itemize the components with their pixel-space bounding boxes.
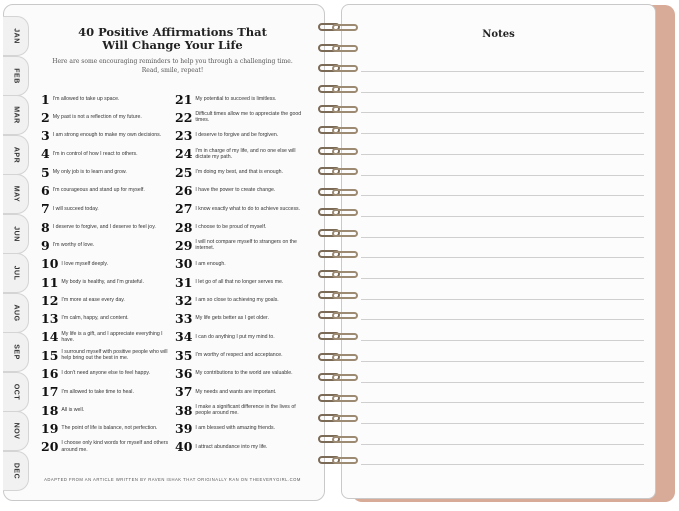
affirmation-number: 1 — [41, 91, 50, 107]
page-subtitle — [40, 57, 305, 75]
affirmation-item — [41, 236, 173, 254]
affirmation-item — [175, 163, 307, 181]
affirmation-item — [41, 218, 173, 236]
coil-ring — [332, 354, 358, 361]
month-tab-label: MAR — [12, 106, 19, 124]
affirmation-text: I surround myself with positive people who will help bring out the best in me. — [61, 348, 168, 362]
affirmation-text: My only job is to learn and grow. — [52, 169, 127, 176]
affirmation-text: I'm allowed to take up space. — [52, 95, 120, 102]
affirmation-number: 23 — [175, 128, 193, 144]
affirmation-number: 8 — [41, 219, 50, 235]
coil-ring — [332, 65, 358, 72]
note-line — [361, 257, 644, 258]
month-tab-label: OCT — [12, 383, 19, 400]
affirmation-text: My past is not a reflection of my future. — [52, 114, 142, 121]
affirmation-text: I know exactly what to do to achieve success. — [195, 205, 301, 212]
affirmation-item — [41, 419, 173, 437]
affirmation-number: 20 — [41, 439, 59, 455]
affirmation-text: I don't need anyone else to feel happy. — [61, 370, 150, 377]
affirmation-text: I make a significant difference in the lives of people around me. — [195, 403, 296, 417]
month-tab-label: NOV — [12, 422, 19, 440]
affirmation-text: I'm allowed to take time to heal. — [61, 388, 134, 395]
affirmation-item — [175, 383, 307, 401]
affirmation-number: 14 — [41, 329, 59, 345]
affirmation-number: 16 — [41, 366, 59, 381]
affirmation-text: I am enough. — [195, 260, 226, 267]
affirmation-number: 30 — [175, 256, 193, 272]
spiral-coil — [318, 394, 360, 403]
affirmation-item — [175, 438, 307, 456]
coil-ring — [332, 168, 358, 175]
affirmation-item — [41, 145, 173, 163]
spiral-coil — [318, 435, 360, 444]
affirmation-item — [175, 328, 307, 346]
affirmation-text: I'm worthy of love. — [52, 242, 95, 249]
affirmation-item — [175, 236, 307, 254]
subtitle-line-1: Here are some encouraging reminders to help you through a challenging time. — [52, 58, 293, 65]
month-tab-label: JUN — [12, 225, 19, 242]
month-tab-label: FEB — [12, 67, 19, 84]
affirmation-item — [175, 255, 307, 273]
source-footer: ADAPTED FROM AN ARTICLE WRITTEN BY RAVEN ISHAK THAT ORIGINALLY RAN ON THEEVERYGIRL.COM — [44, 477, 301, 482]
coil-ring — [332, 230, 358, 237]
affirmation-text: My needs and wants are important. — [195, 388, 277, 395]
affirmation-text: I deserve to forgive, and I deserve to feel joy. — [52, 223, 156, 230]
spiral-coil — [318, 291, 360, 300]
affirmation-number: 17 — [41, 384, 59, 400]
coil-ring — [332, 292, 358, 299]
affirmation-item — [41, 383, 173, 401]
affirmation-text: I'm worthy of respect and acceptance. — [195, 352, 283, 359]
affirmation-item — [41, 365, 173, 383]
month-tab-aug[interactable] — [3, 293, 29, 333]
affirmation-number: 28 — [175, 219, 193, 235]
affirmation-item — [41, 255, 173, 273]
spiral-coil — [318, 23, 360, 32]
spiral-coil — [318, 147, 360, 156]
affirmation-text: I will not compare myself to strangers on the internet. — [195, 239, 297, 252]
affirmation-number: 11 — [41, 274, 59, 290]
affirmation-text: I let go of all that no longer serves me. — [195, 278, 284, 285]
note-line — [361, 361, 644, 362]
note-line — [361, 237, 644, 238]
month-tab-label: DEC — [12, 462, 19, 479]
affirmation-item — [175, 419, 307, 437]
note-line — [361, 402, 644, 403]
coil-ring — [332, 209, 358, 216]
spiral-coil — [318, 250, 360, 259]
spiral-coil — [318, 105, 360, 114]
affirmation-text: I'm more at ease every day. — [61, 297, 125, 304]
affirmation-item — [41, 163, 173, 181]
affirmation-number: 4 — [41, 146, 50, 162]
affirmation-item — [41, 200, 173, 218]
affirmation-number: 13 — [41, 311, 59, 327]
affirmation-text: I choose only kind words for myself and others around me. — [61, 440, 169, 453]
affirmation-text: I'm in control of how I react to others. — [52, 150, 138, 157]
affirmation-number: 36 — [175, 366, 193, 381]
affirmation-number: 15 — [41, 347, 59, 363]
spiral-coil — [318, 64, 360, 73]
affirmation-text: I will succeed today. — [52, 205, 99, 212]
spiral-coil — [318, 332, 360, 341]
note-line — [361, 319, 644, 320]
note-line — [361, 216, 644, 217]
note-line — [361, 278, 644, 279]
spiral-coil — [318, 373, 360, 382]
month-tab-label: SEP — [12, 344, 19, 360]
affirmation-number: 6 — [41, 183, 50, 198]
affirmation-text: I love myself deeply. — [61, 260, 109, 267]
affirmation-text: My contributions to the world are valuable. — [195, 370, 293, 377]
spiral-coil — [318, 167, 360, 176]
month-tab-jan[interactable] — [3, 16, 29, 56]
month-tab-label: AUG — [12, 303, 19, 322]
spiral-coil — [318, 353, 360, 362]
affirmation-item — [175, 273, 307, 291]
affirmation-number: 34 — [175, 329, 193, 345]
affirmation-item — [175, 310, 307, 328]
affirmation-number: 22 — [175, 109, 193, 125]
affirmation-item — [41, 90, 173, 108]
spiral-coil — [318, 270, 360, 279]
note-line — [361, 112, 644, 113]
affirmation-item — [175, 346, 307, 364]
affirmation-text: I am strong enough to make my own decisions. — [52, 132, 162, 139]
affirmation-number: 5 — [41, 164, 50, 180]
affirmation-text: I am blessed with amazing friends. — [195, 425, 275, 432]
coil-ring — [332, 395, 358, 402]
coil-ring — [332, 86, 358, 93]
spiral-coil — [318, 126, 360, 135]
affirmation-text: I attract abundance into my life. — [195, 443, 268, 450]
notes-title: Notes — [482, 29, 515, 40]
month-tab-dec[interactable] — [3, 451, 29, 491]
spiral-coil — [318, 229, 360, 238]
affirmation-item — [175, 291, 307, 309]
affirmation-text: I'm in charge of my life, and no one else will dictate my path. — [195, 147, 296, 160]
affirmation-item — [175, 200, 307, 218]
affirmation-text: The point of life is balance, not perfection. — [61, 425, 158, 432]
affirmation-number: 27 — [175, 201, 193, 217]
affirmation-text: I have the power to create change. — [195, 187, 276, 194]
coil-ring — [332, 333, 358, 340]
month-tab-label: MAY — [12, 185, 19, 203]
affirmation-number: 29 — [175, 237, 193, 253]
coil-ring — [332, 415, 358, 422]
affirmation-item — [41, 310, 173, 328]
month-tabs — [3, 16, 29, 496]
coil-ring — [332, 148, 358, 155]
affirmation-number: 3 — [41, 128, 50, 144]
affirmation-number: 25 — [175, 164, 193, 180]
affirmation-text: My potential to succeed is limitless. — [195, 95, 277, 102]
affirmation-number: 7 — [41, 201, 50, 217]
spiral-coil — [318, 208, 360, 217]
affirmation-number: 26 — [175, 183, 193, 198]
note-line — [361, 154, 644, 155]
affirmation-text: I choose to be proud of myself. — [195, 223, 267, 230]
note-line — [361, 382, 644, 383]
affirmation-item — [41, 328, 173, 346]
page-title — [40, 26, 305, 52]
affirmation-text: I'm calm, happy, and content. — [61, 315, 129, 322]
affirmation-text: I am so close to achieving my goals. — [195, 297, 279, 304]
spiral-coil — [318, 85, 360, 94]
affirmation-number: 40 — [175, 439, 193, 455]
affirmation-number: 32 — [175, 292, 193, 308]
month-tab-jul[interactable] — [3, 253, 29, 293]
affirmation-text: My life is a gift, and I appreciate everything I have. — [61, 330, 163, 343]
month-tab-mar[interactable] — [3, 95, 29, 135]
affirmation-number: 31 — [175, 274, 193, 290]
month-tab-oct[interactable] — [3, 372, 29, 412]
spiral-coil — [318, 311, 360, 320]
note-line — [361, 195, 644, 196]
affirmation-text: I'm doing my best, and that is enough. — [195, 169, 283, 176]
affirmation-number: 35 — [175, 347, 193, 363]
spiral-coil — [318, 188, 360, 197]
month-tab-label: JAN — [12, 28, 19, 44]
affirmation-text: My body is healthy, and I'm grateful. — [61, 278, 144, 285]
title-line-1: 40 Positive Affirmations That — [78, 25, 267, 39]
coil-ring — [332, 106, 358, 113]
spiral-coil — [318, 44, 360, 53]
affirmation-text: My life gets better as I get older. — [195, 315, 269, 322]
spiral-coil — [318, 456, 360, 465]
affirmation-text: I'm courageous and stand up for myself. — [52, 187, 145, 194]
affirmation-number: 12 — [41, 292, 59, 308]
coil-ring — [332, 271, 358, 278]
affirmation-item — [41, 346, 173, 364]
affirmation-text: I can do anything I put my mind to. — [195, 333, 275, 340]
coil-ring — [332, 189, 358, 196]
notes-page — [341, 4, 656, 499]
note-line — [361, 92, 644, 93]
affirmation-item — [175, 108, 307, 126]
coil-ring — [332, 24, 358, 31]
month-tab-label: JUL — [12, 265, 19, 281]
affirmation-number: 10 — [41, 256, 59, 272]
coil-ring — [332, 457, 358, 464]
month-tab-nov[interactable] — [3, 411, 29, 451]
affirmation-number: 33 — [175, 311, 193, 327]
affirmation-number: 19 — [41, 420, 59, 436]
affirmation-item — [41, 273, 173, 291]
affirmation-item — [175, 182, 307, 200]
note-line — [361, 340, 644, 341]
month-tab-sep[interactable] — [3, 332, 29, 372]
affirmation-item — [41, 291, 173, 309]
affirmation-number: 37 — [175, 384, 193, 400]
month-tab-jun[interactable] — [3, 214, 29, 254]
note-line — [361, 175, 644, 176]
affirmation-number: 24 — [175, 146, 193, 162]
affirmation-text: Difficult times allow me to appreciate the good times. — [195, 111, 302, 124]
affirmation-item — [175, 127, 307, 145]
month-tab-label: APR — [12, 146, 19, 163]
coil-ring — [332, 436, 358, 443]
coil-ring — [332, 374, 358, 381]
affirmation-item — [175, 90, 307, 108]
affirmation-item — [41, 438, 173, 456]
note-line — [361, 423, 644, 424]
note-line — [361, 444, 644, 445]
affirmation-text: All is well. — [61, 406, 85, 413]
affirmation-number: 9 — [41, 237, 50, 253]
note-line — [361, 133, 644, 134]
affirmation-item — [41, 127, 173, 145]
affirmation-item — [175, 145, 307, 163]
month-tab-feb[interactable] — [3, 56, 29, 96]
note-line — [361, 71, 644, 72]
coil-ring — [332, 251, 358, 258]
coil-ring — [332, 312, 358, 319]
subtitle-line-2: Read, smile, repeat! — [141, 67, 204, 74]
affirmation-item — [41, 182, 173, 200]
coil-ring — [332, 45, 358, 52]
affirmation-number: 38 — [175, 402, 193, 418]
note-line — [361, 299, 644, 300]
title-line-2: Will Change Your Life — [102, 38, 243, 52]
affirmation-item — [41, 401, 173, 419]
month-tab-may[interactable] — [3, 174, 29, 214]
note-line — [361, 464, 644, 465]
month-tab-apr[interactable] — [3, 135, 29, 175]
spiral-coil — [318, 414, 360, 423]
affirmation-item — [175, 365, 307, 383]
affirmation-number: 39 — [175, 420, 193, 436]
affirmation-item — [175, 401, 307, 419]
affirmation-number: 21 — [175, 91, 193, 107]
coil-ring — [332, 127, 358, 134]
affirmation-item — [41, 108, 173, 126]
affirmation-text: I deserve to forgive and be forgiven. — [195, 132, 279, 139]
affirmation-number: 2 — [41, 109, 50, 125]
affirmation-item — [175, 218, 307, 236]
affirmation-number: 18 — [41, 402, 59, 418]
